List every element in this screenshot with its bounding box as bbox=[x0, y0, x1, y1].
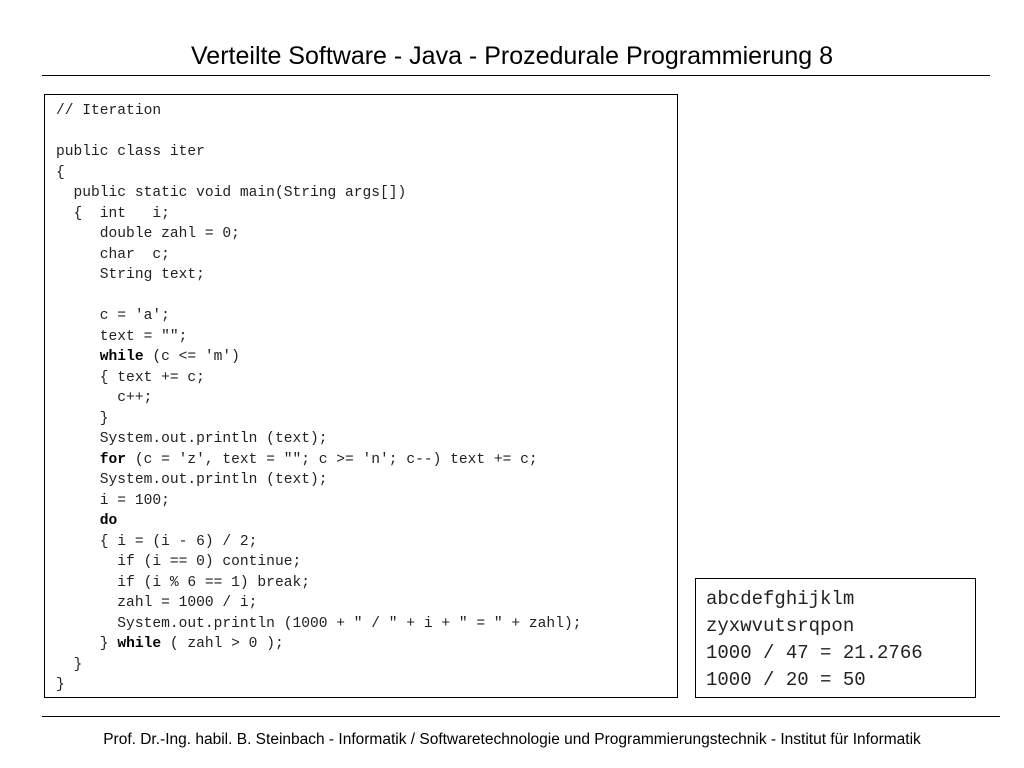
code-line: public static void main(String args[]) bbox=[56, 185, 407, 201]
code-line: String text; bbox=[56, 267, 205, 283]
code-line: zahl = 1000 / i; bbox=[56, 595, 258, 611]
code-listing bbox=[56, 101, 581, 696]
code-line: } bbox=[56, 656, 83, 673]
code-line: i = 100; bbox=[56, 492, 170, 509]
code-line: // Iteration bbox=[56, 103, 162, 119]
code-line: do bbox=[99, 513, 118, 529]
program-output bbox=[706, 586, 923, 694]
slide-title: Verteilte Software - Java - Prozedurale Programmierung 8 bbox=[191, 42, 833, 70]
code-line: System.out.println (text); bbox=[56, 472, 328, 488]
code-line: for (c = 'z', text = ""; c >= 'n'; c--) text += c; bbox=[99, 451, 538, 468]
code-line: } while ( zahl > 0 ); bbox=[56, 636, 284, 652]
code-line: public class iter bbox=[56, 144, 205, 160]
title-divider bbox=[42, 75, 990, 76]
code-line: char c; bbox=[56, 246, 170, 263]
footer-divider bbox=[42, 716, 1000, 717]
code-line: { bbox=[56, 164, 65, 181]
code-line: System.out.println (1000 + " / " + i + " = " + zahl); bbox=[56, 615, 582, 632]
output-line: 1000 / 47 = 21.2766 bbox=[706, 642, 923, 664]
code-line: { text += c; bbox=[56, 369, 205, 386]
code-line: c = 'a'; bbox=[56, 308, 170, 324]
code-line bbox=[56, 286, 581, 307]
code-line: if (i == 0) continue; bbox=[56, 554, 302, 570]
output-line: 1000 / 20 = 50 bbox=[706, 669, 866, 691]
code-listing-box bbox=[44, 94, 678, 698]
output-line: zyxwvutsrqpon bbox=[706, 615, 855, 637]
code-line: while (c <= 'm') bbox=[99, 349, 240, 365]
code-line: if (i % 6 == 1) break; bbox=[56, 574, 310, 591]
program-output-box bbox=[695, 578, 976, 698]
code-line: c++; bbox=[56, 390, 153, 406]
code-line: double zahl = 0; bbox=[56, 226, 240, 242]
code-line: text = ""; bbox=[56, 328, 188, 345]
code-line bbox=[56, 122, 581, 143]
code-line: { int i; bbox=[56, 205, 170, 222]
code-line: } bbox=[56, 410, 109, 427]
code-line: } bbox=[56, 677, 65, 693]
output-line: abcdefghijklm bbox=[706, 588, 855, 610]
code-line: System.out.println (text); bbox=[56, 431, 328, 447]
code-line: { i = (i - 6) / 2; bbox=[56, 533, 258, 550]
slide-footer: Prof. Dr.-Ing. habil. B. Steinbach - Informatik / Softwaretechnologie und Programmierungstechnik - Institut für Informatik bbox=[103, 731, 921, 748]
